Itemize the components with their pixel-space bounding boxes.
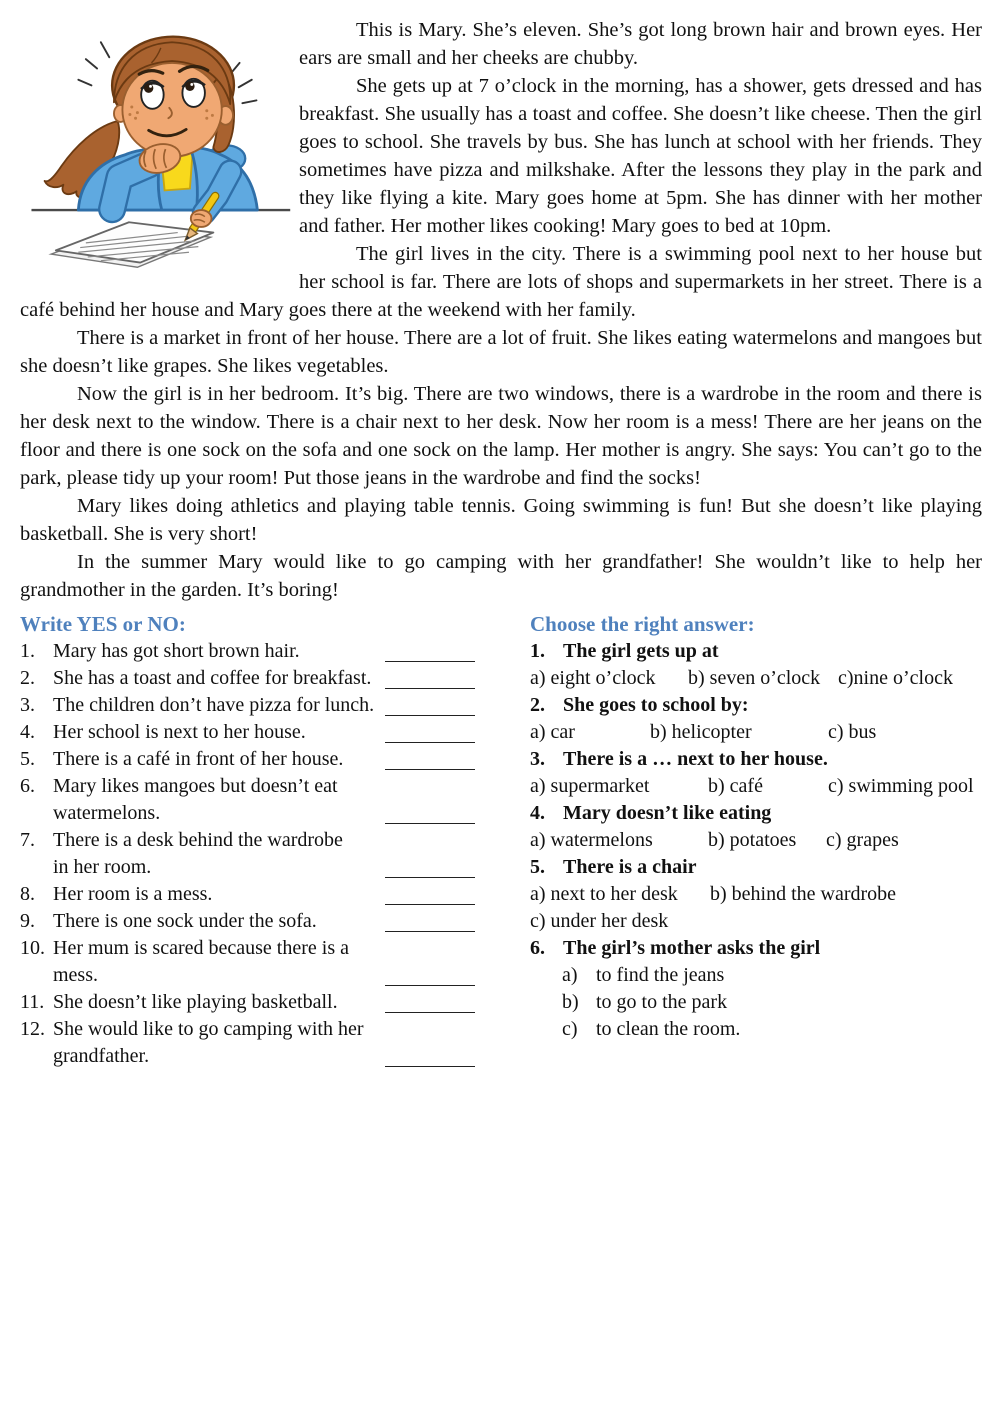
yes-no-item <box>20 665 475 692</box>
answer-blank <box>385 1046 475 1067</box>
answer-blank <box>385 641 475 662</box>
item-number: 11. <box>20 991 45 1013</box>
answer-blank <box>385 911 475 932</box>
question-prompt: There is a chair <box>563 856 697 878</box>
question-prompt-row <box>530 935 982 962</box>
choice-question <box>530 692 982 746</box>
option: c) swimming pool <box>828 775 974 797</box>
yes-no-item <box>20 1016 475 1070</box>
option-text: to find the jeans <box>596 964 725 986</box>
option: a) supermarket <box>530 775 650 797</box>
question-number: 1. <box>530 640 545 662</box>
choice-question <box>530 638 982 692</box>
answer-blank <box>385 668 475 689</box>
item-text: There is one sock under the sofa. <box>53 910 317 932</box>
option: b) café <box>708 775 763 797</box>
question-prompt-row <box>530 746 982 773</box>
paragraph-city: The girl lives in the city. There is a swimming pool next to her house but her school is far. There are lots of shops and supermarkets in her street. There is a café behind her house and Mary goes there at the weekend with her family. <box>20 243 982 321</box>
answer-blank <box>385 857 475 878</box>
question-prompt-row <box>530 692 982 719</box>
yes-no-list <box>20 638 475 1070</box>
choice-question <box>530 746 982 800</box>
question-prompt: There is a … next to her house. <box>563 748 828 770</box>
item-number: 9. <box>20 910 35 932</box>
item-number: 3. <box>20 694 35 716</box>
item-text: There is a desk behind the wardrobe in her room. <box>53 829 343 878</box>
question-number: 6. <box>530 937 545 959</box>
option-row <box>530 908 982 935</box>
option-row <box>530 773 982 800</box>
option <box>530 989 982 1016</box>
illustration-figure <box>20 16 297 271</box>
option <box>530 1016 982 1043</box>
paragraph-intro-2: She gets up at 7 o’clock in the morning, has a shower, gets dressed and has breakfast. She usually has a toast and coffee. She doesn’t like cheese. Then the girl goes to school. She travels by bus. She has lunch at school with her friends. They sometimes have pizza and milkshake. After the lessons they play in the park and they like flying a kite. Mary goes home at 5pm. She has dinner with her mother and father. Her mother likes cooking! Mary goes to bed at 10pm. <box>299 75 982 237</box>
paragraph-bedroom: Now the girl is in her bedroom. It’s big. There are two windows, there is a wardrobe in the room and there is her desk next to the window. There is a chair next to her desk. Now her room is a mess! There are her jeans on the floor and there is one sock on the sofa and one sock on the lamp. Her mother is angry. She says: You can’t go to the park, please tidy up your room! Put those jeans in the wardrobe and find the socks! <box>20 383 982 489</box>
yes-no-section <box>20 610 475 1070</box>
choice-question <box>530 854 982 935</box>
choice-question <box>530 800 982 854</box>
option-row <box>530 665 982 692</box>
yes-no-item <box>20 935 475 989</box>
answer-blank <box>385 722 475 743</box>
item-number: 1. <box>20 640 35 662</box>
answer-blank <box>385 884 475 905</box>
yes-no-item <box>20 692 475 719</box>
item-number: 10. <box>20 937 45 959</box>
question-prompt: The girl gets up at <box>563 640 719 662</box>
paragraph-sports: Mary likes doing athletics and playing table tennis. Going swimming is fun! But she doesn’t like playing basketball. She is very short! <box>20 495 982 545</box>
item-number: 7. <box>20 829 35 851</box>
option: c) grapes <box>826 829 899 851</box>
option-row <box>530 881 982 908</box>
paragraph-intro-1: This is Mary. She’s eleven. She’s got long brown hair and brown eyes. Her ears are small and her cheeks are chubby. <box>299 19 982 69</box>
yes-no-item <box>20 989 475 1016</box>
item-text: Her school is next to her house. <box>53 721 306 743</box>
option-label: b) <box>562 991 579 1013</box>
yes-no-item <box>20 638 475 665</box>
item-number: 8. <box>20 883 35 905</box>
option-row <box>530 827 982 854</box>
yes-no-item <box>20 881 475 908</box>
writing-hand <box>191 210 212 227</box>
option: a) car <box>530 721 575 743</box>
option-row <box>530 719 982 746</box>
yes-no-title: Write YES or NO: <box>20 612 186 636</box>
face <box>112 37 234 157</box>
item-text: There is a café in front of her house. <box>53 748 344 770</box>
option-label: a) <box>562 964 578 986</box>
answer-blank <box>385 992 475 1013</box>
question-prompt-row <box>530 800 982 827</box>
item-number: 12. <box>20 1018 45 1040</box>
item-text: Her mum is scared because there is a mess. <box>53 937 349 986</box>
answer-blank <box>385 695 475 716</box>
option-text: to clean the room. <box>596 1018 741 1040</box>
exercises <box>20 610 982 1070</box>
question-prompt-row <box>530 854 982 881</box>
option-label: c) <box>562 1018 578 1040</box>
yes-no-item <box>20 827 475 881</box>
question-number: 4. <box>530 802 545 824</box>
answer-blank <box>385 965 475 986</box>
option: b) behind the wardrobe <box>710 883 897 905</box>
option: c) bus <box>828 721 877 743</box>
option-text: to go to the park <box>596 991 728 1013</box>
question-prompt: Mary doesn’t like eating <box>563 802 772 824</box>
choice-title: Choose the right answer: <box>530 612 755 636</box>
yes-no-item <box>20 719 475 746</box>
item-number: 5. <box>20 748 35 770</box>
paragraph-market: There is a market in front of her house. There are a lot of fruit. She likes eating watermelons and mangoes but she doesn’t like grapes. She likes vegetables. <box>20 327 982 377</box>
choice-question-list <box>530 638 982 1043</box>
option <box>530 962 982 989</box>
question-number: 3. <box>530 748 545 770</box>
question-prompt: The girl’s mother asks the girl <box>563 937 821 959</box>
question-number: 2. <box>530 694 545 716</box>
item-text: She would like to go camping with her grandfather. <box>53 1018 364 1067</box>
yes-no-item <box>20 908 475 935</box>
question-prompt-row <box>530 638 982 665</box>
item-number: 6. <box>20 775 35 797</box>
yes-no-item <box>20 773 475 827</box>
option: b) helicopter <box>650 721 752 743</box>
item-text: The children don’t have pizza for lunch. <box>53 694 375 716</box>
reading-passage <box>20 10 982 604</box>
item-text: Mary has got short brown hair. <box>53 640 300 662</box>
yes-no-item <box>20 746 475 773</box>
item-text: Her room is a mess. <box>53 883 213 905</box>
option: a) eight o’clock <box>530 667 656 689</box>
question-number: 5. <box>530 856 545 878</box>
question-prompt: She goes to school by: <box>563 694 749 716</box>
girl-writing-illustration <box>20 16 297 271</box>
item-text: She has a toast and coffee for breakfast. <box>53 667 372 689</box>
choice-section <box>530 610 982 1070</box>
option: a) next to her desk <box>530 883 678 905</box>
answer-blank <box>385 803 475 824</box>
option: b) seven o’clock <box>688 667 821 689</box>
item-text: Mary likes mangoes but doesn’t eat watermelons. <box>53 775 338 824</box>
option: c) under her desk <box>530 910 669 932</box>
option: a) watermelons <box>530 829 653 851</box>
item-number: 2. <box>20 667 35 689</box>
item-text: She doesn’t like playing basketball. <box>53 991 338 1013</box>
option: c)nine o’clock <box>838 667 953 689</box>
answer-blank <box>385 749 475 770</box>
option: b) potatoes <box>708 829 797 851</box>
paragraph-summer: In the summer Mary would like to go camping with her grandfather! She wouldn’t like to help her grandmother in the garden. It’s boring! <box>20 551 982 601</box>
item-number: 4. <box>20 721 35 743</box>
choice-question <box>530 935 982 1043</box>
